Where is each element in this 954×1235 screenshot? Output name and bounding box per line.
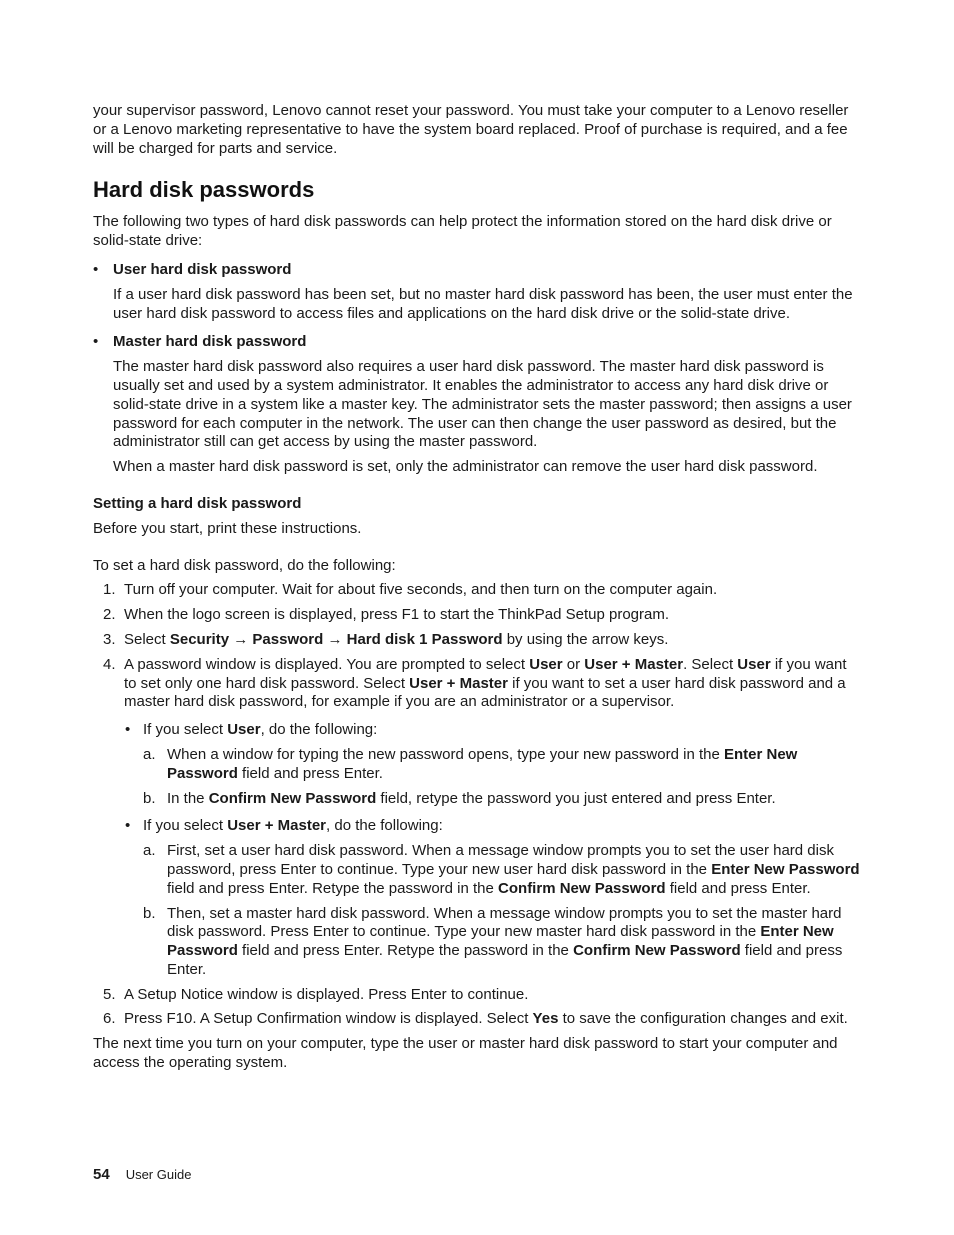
sub-step-letter: b. [143,789,156,807]
step-2 [93,606,863,625]
bullet-user-password [93,261,863,280]
sub-step-letter: b. [143,904,156,922]
step-5 [93,986,863,1005]
before-start-text: Before you start, print these instructions. [93,519,362,537]
field-confirm-new-password: Confirm New Password [498,879,666,897]
step-4 [93,656,863,712]
text-run: if you want to set only one hard disk password. Select [124,655,847,692]
option-yes: Yes [532,1010,559,1028]
step-text: When the logo screen is displayed, press F1 to start the ThinkPad Setup program. [124,606,670,624]
sub-step-b [93,790,863,809]
sub-step-letter: a. [143,842,156,860]
steps-list [93,581,863,1029]
text-run: A password window is displayed. You are prompted to select [124,655,530,673]
option-user: User [227,721,261,739]
step-number: 1. [103,581,116,599]
text-run: In the [167,789,209,807]
step-6 [93,1010,863,1029]
field-confirm-new-password: Confirm New Password [208,789,377,807]
guide-title: User Guide [125,1167,192,1182]
bullet-icon: • [93,260,99,278]
arrow-icon: → [229,630,253,648]
field-enter-new-password: Enter New Password [711,860,860,878]
step-1 [93,581,863,600]
step-number: 3. [103,630,116,648]
menu-hard-disk-1-password: Hard disk 1 Password [346,630,503,648]
option-user-master: User + Master [227,817,327,835]
text-run: by using the arrow keys. [502,630,669,648]
user-password-text: If a user hard disk password has been set, but no master hard disk password has been, the user must enter the user hard disk password to access files and applications on the hard disk drive or the solid-state drive. [113,285,853,322]
option-user: User [529,655,563,673]
lead-paragraph: The following two types of hard disk passwords can help protect the information stored on the hard disk drive or solid-state drive: [93,213,832,250]
text-run: Press F10. A Setup Confirmation window is displayed. Select [124,1010,533,1028]
text-run: if you want to set a user hard disk password and a master hard disk password, for example if you are an administrator or a supervisor. [124,674,846,711]
menu-security: Security [169,630,230,648]
subsection-heading: Setting a hard disk password [93,494,302,512]
field-enter-new-password: Enter New Password [167,745,798,782]
bullet-icon: • [125,721,131,739]
text-run: . Select [683,655,738,673]
document-page [93,102,863,1073]
text-run: field and press Enter. [237,764,383,782]
option-user-master: User + Master [584,655,684,673]
step-number: 6. [103,1010,116,1028]
text-run: First, set a user hard disk password. When a message window prompts you to set the user hard disk password, press Enter to continue. Type your new user hard disk password in the [167,842,834,878]
bullet-icon: • [125,817,131,835]
text-run: , do the following: [326,817,443,835]
sub-bullet-user [93,721,863,740]
sub-step-a [93,746,863,784]
text-run: Select [124,630,170,648]
text-run: , do the following: [260,721,378,739]
user-password-title: User hard disk password [113,260,292,278]
sub-step-letter: a. [143,745,156,763]
master-password-title: Master hard disk password [113,333,307,351]
text-run: field and press Enter. [665,879,811,897]
text-run: field and press Enter. [167,942,843,978]
option-user: User [737,655,771,673]
step-number: 2. [103,606,116,624]
step-text [124,1010,848,1027]
step-text [124,656,847,711]
text-run: field, retype the password you just entered and press Enter. [376,789,776,807]
page-footer [93,1166,191,1185]
text-run: field and press Enter. Retype the password in the [237,942,574,960]
step-3 [93,631,863,650]
step-text: A Setup Notice window is displayed. Press Enter to continue. [124,985,529,1003]
field-enter-new-password: Enter New Password [167,923,834,960]
intro-paragraph: your supervisor password, Lenovo cannot reset your password. You must take your computer to a Lenovo reseller or a Lenovo marketing representative to have the system board replaced. Proof of purchase is required, and a fee will be charged for parts and service. [93,102,849,157]
text-run: If you select [143,817,228,835]
arrow-icon: → [323,630,347,648]
bullet-master-password [93,333,863,352]
menu-password: Password [252,630,324,648]
section-heading: Hard disk passwords [93,177,315,203]
bullet-icon: • [93,333,99,351]
page-number: 54 [93,1166,110,1183]
closing-paragraph: The next time you turn on your computer, type the user or master hard disk password to start your computer and access the operating system. [93,1035,838,1072]
step-number: 5. [103,985,116,1003]
sub-bullet-user-master [93,817,863,836]
master-password-text: The master hard disk password also requires a user hard disk password. The master hard disk password is usually set and used by a system administrator. It enables the administrator to access any hard disk drive or solid-state drive in a system like a master key. The administrator sets the master password; then assigns a user password for each computer in the network. The user can then change the user password as desired, but the administrator still can get access by using the master password. [113,358,852,451]
option-user-master: User + Master [409,674,508,692]
text-run: or [562,655,585,673]
sub-step-a [93,842,863,898]
text-run: If you select [143,721,228,739]
step-number: 4. [103,655,116,673]
step-text [124,631,668,648]
sub-step-b [93,905,863,980]
text-run: Then, set a master hard disk password. When a message window prompts you to set the master hard disk password. Press Enter to continue. Type your new master hard disk password in the [167,904,842,941]
step-text: Turn off your computer. Wait for about five seconds, and then turn on the computer again. [124,581,718,599]
procedure-intro: To set a hard disk password, do the following: [93,556,396,574]
text-run: field and press Enter. Retype the password in the [167,879,499,897]
master-password-note: When a master hard disk password is set, only the administrator can remove the user hard disk password. [113,458,818,476]
text-run: When a window for typing the new password opens, type your new password in the [167,745,724,763]
field-confirm-new-password: Confirm New Password [573,942,741,960]
text-run: to save the configuration changes and exit. [558,1010,848,1028]
